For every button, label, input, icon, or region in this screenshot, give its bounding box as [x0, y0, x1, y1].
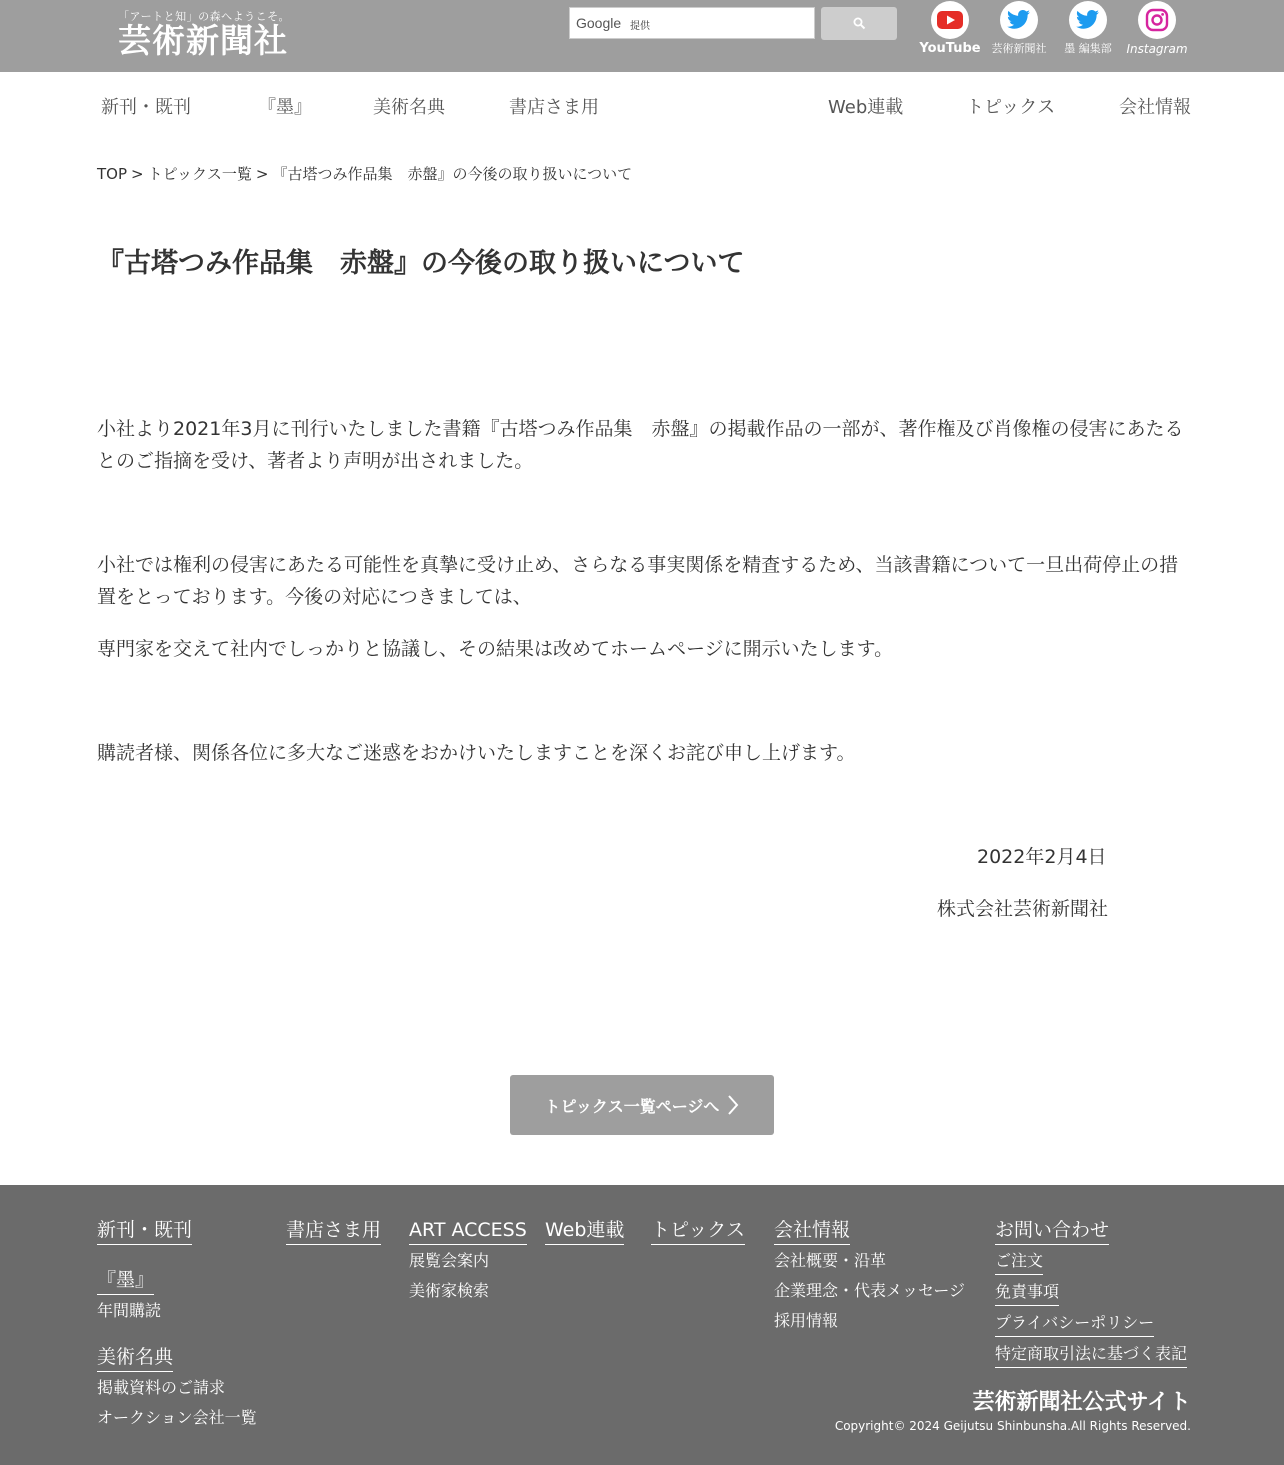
article-date: 2022年2月4日	[977, 846, 1107, 868]
search-input[interactable]	[654, 10, 809, 36]
footer-philosophy[interactable]: 企業理念・代表メッセージ	[774, 1281, 966, 1300]
footer-disclaimer[interactable]: 免責事項	[995, 1281, 1059, 1306]
footer-artist-search[interactable]: 美術家検索	[409, 1281, 490, 1300]
nav-bijutsu-meiten[interactable]: 美術名典	[373, 97, 445, 118]
logo-name: 芸術新聞社	[118, 21, 288, 60]
footer-company-overview[interactable]: 会社概要・沿革	[774, 1251, 887, 1270]
footer-web-serial[interactable]: Web連載	[545, 1217, 624, 1245]
article-paragraph: 小社では権利の侵害にあたる可能性を真摯に受け止め、さらなる事実関係を精査するため、当該書籍について一旦出荷停止の措置をとっております。今後の対応につきましては、	[97, 554, 1179, 608]
site-header	[0, 0, 1284, 72]
youtube-link[interactable]	[919, 1, 981, 56]
footer-company[interactable]: 会社情報	[774, 1217, 850, 1245]
youtube-icon	[937, 11, 963, 29]
footer-exhibitions[interactable]: 展覧会案内	[409, 1251, 490, 1270]
breadcrumb-separator: >	[131, 165, 144, 183]
google-label: Google	[576, 15, 622, 31]
twitter-sumi-label: 墨 編集部	[1064, 42, 1112, 55]
article-company: 株式会社芸術新聞社	[937, 898, 1109, 920]
article-paragraph: 小社より2021年3月に刊行いたしました書籍『古塔つみ作品集 赤盤』の掲載作品の一部が、著作権及び肖像権の侵害にあたるとのご指摘を受け、著者より声明が出されました。	[97, 418, 1184, 472]
footer-brand: 芸術新聞社公式サイト	[972, 1390, 1191, 1415]
footer-order[interactable]: ご注文	[995, 1250, 1043, 1275]
breadcrumb-top[interactable]: TOP	[97, 165, 128, 183]
logo-tagline: 「アートと知」の森へようこそ。	[118, 10, 290, 23]
nav-web-serial[interactable]: Web連載	[828, 97, 904, 118]
instagram-icon	[1145, 8, 1169, 32]
twitter-sumi-link[interactable]	[1057, 1, 1119, 56]
twitter-icon	[1076, 10, 1100, 30]
breadcrumb-current: 『古塔つみ作品集 赤盤』の今後の取り扱いについて	[272, 165, 633, 183]
footer-contact[interactable]: お問い合わせ	[995, 1217, 1109, 1245]
search-box	[569, 7, 815, 39]
footer-commerce-law[interactable]: 特定商取引法に基づく表記	[995, 1343, 1187, 1368]
footer-topics[interactable]: トピックス	[651, 1217, 745, 1245]
footer-bijutsu-meiten[interactable]: 美術名典	[97, 1344, 173, 1372]
back-to-topics-label: トピックス一覧ページへ	[544, 1096, 720, 1116]
footer-new-books[interactable]: 新刊・既刊	[97, 1217, 192, 1245]
back-to-topics-button[interactable]	[510, 1075, 774, 1135]
article-paragraph: 専門家を交えて社内でしっかりと協議し、その結果は改めてホームページに開示いたします。	[97, 638, 894, 660]
footer-material-request[interactable]: 掲載資料のご請求	[97, 1378, 226, 1397]
footer-annual-subscription[interactable]: 年間購読	[97, 1301, 162, 1320]
instagram-label: Instagram	[1126, 42, 1188, 56]
twitter-icon	[1007, 10, 1031, 30]
nav-bookstore[interactable]: 書店さま用	[509, 97, 599, 118]
instagram-link[interactable]	[1126, 1, 1188, 56]
footer-privacy-policy[interactable]: プライバシーポリシー	[995, 1312, 1154, 1337]
youtube-label: YouTube	[919, 41, 981, 56]
site-footer	[0, 1185, 1284, 1465]
article-paragraph: 購読者様、関係各位に多大なご迷惑をおかけいたしますことを深くお詫び申し上げます。	[97, 742, 856, 764]
footer-auction-list[interactable]: オークション会社一覧	[97, 1408, 257, 1427]
footer-recruit[interactable]: 採用情報	[774, 1311, 839, 1330]
page-title: 『古塔つみ作品集 赤盤』の今後の取り扱いについて	[97, 248, 745, 279]
nav-company[interactable]: 会社情報	[1119, 97, 1191, 118]
search-icon	[853, 17, 866, 30]
breadcrumb-topics[interactable]: トピックス一覧	[147, 165, 252, 183]
footer-art-access[interactable]: ART ACCESS	[409, 1217, 527, 1245]
chevron-right-icon	[727, 1094, 739, 1116]
search-button[interactable]	[821, 7, 897, 40]
nav-new-books[interactable]: 新刊・既刊	[101, 97, 191, 118]
breadcrumb-separator: >	[255, 165, 269, 183]
site-logo[interactable]	[118, 10, 290, 58]
twitter-geijutsu-label: 芸術新聞社	[991, 42, 1047, 55]
footer-copyright: Copyright© 2024 Geijutsu Shinbunsha.All Rights Reserved.	[834, 1419, 1191, 1433]
breadcrumb	[97, 163, 636, 185]
nav-topics[interactable]: トピックス	[966, 97, 1056, 118]
twitter-geijutsu-link[interactable]	[988, 1, 1050, 56]
nav-sumi[interactable]: 『墨』	[258, 97, 312, 118]
footer-sumi[interactable]: 『墨』	[97, 1267, 154, 1295]
provided-label: 提供	[630, 21, 650, 32]
footer-bookstore[interactable]: 書店さま用	[286, 1217, 381, 1245]
